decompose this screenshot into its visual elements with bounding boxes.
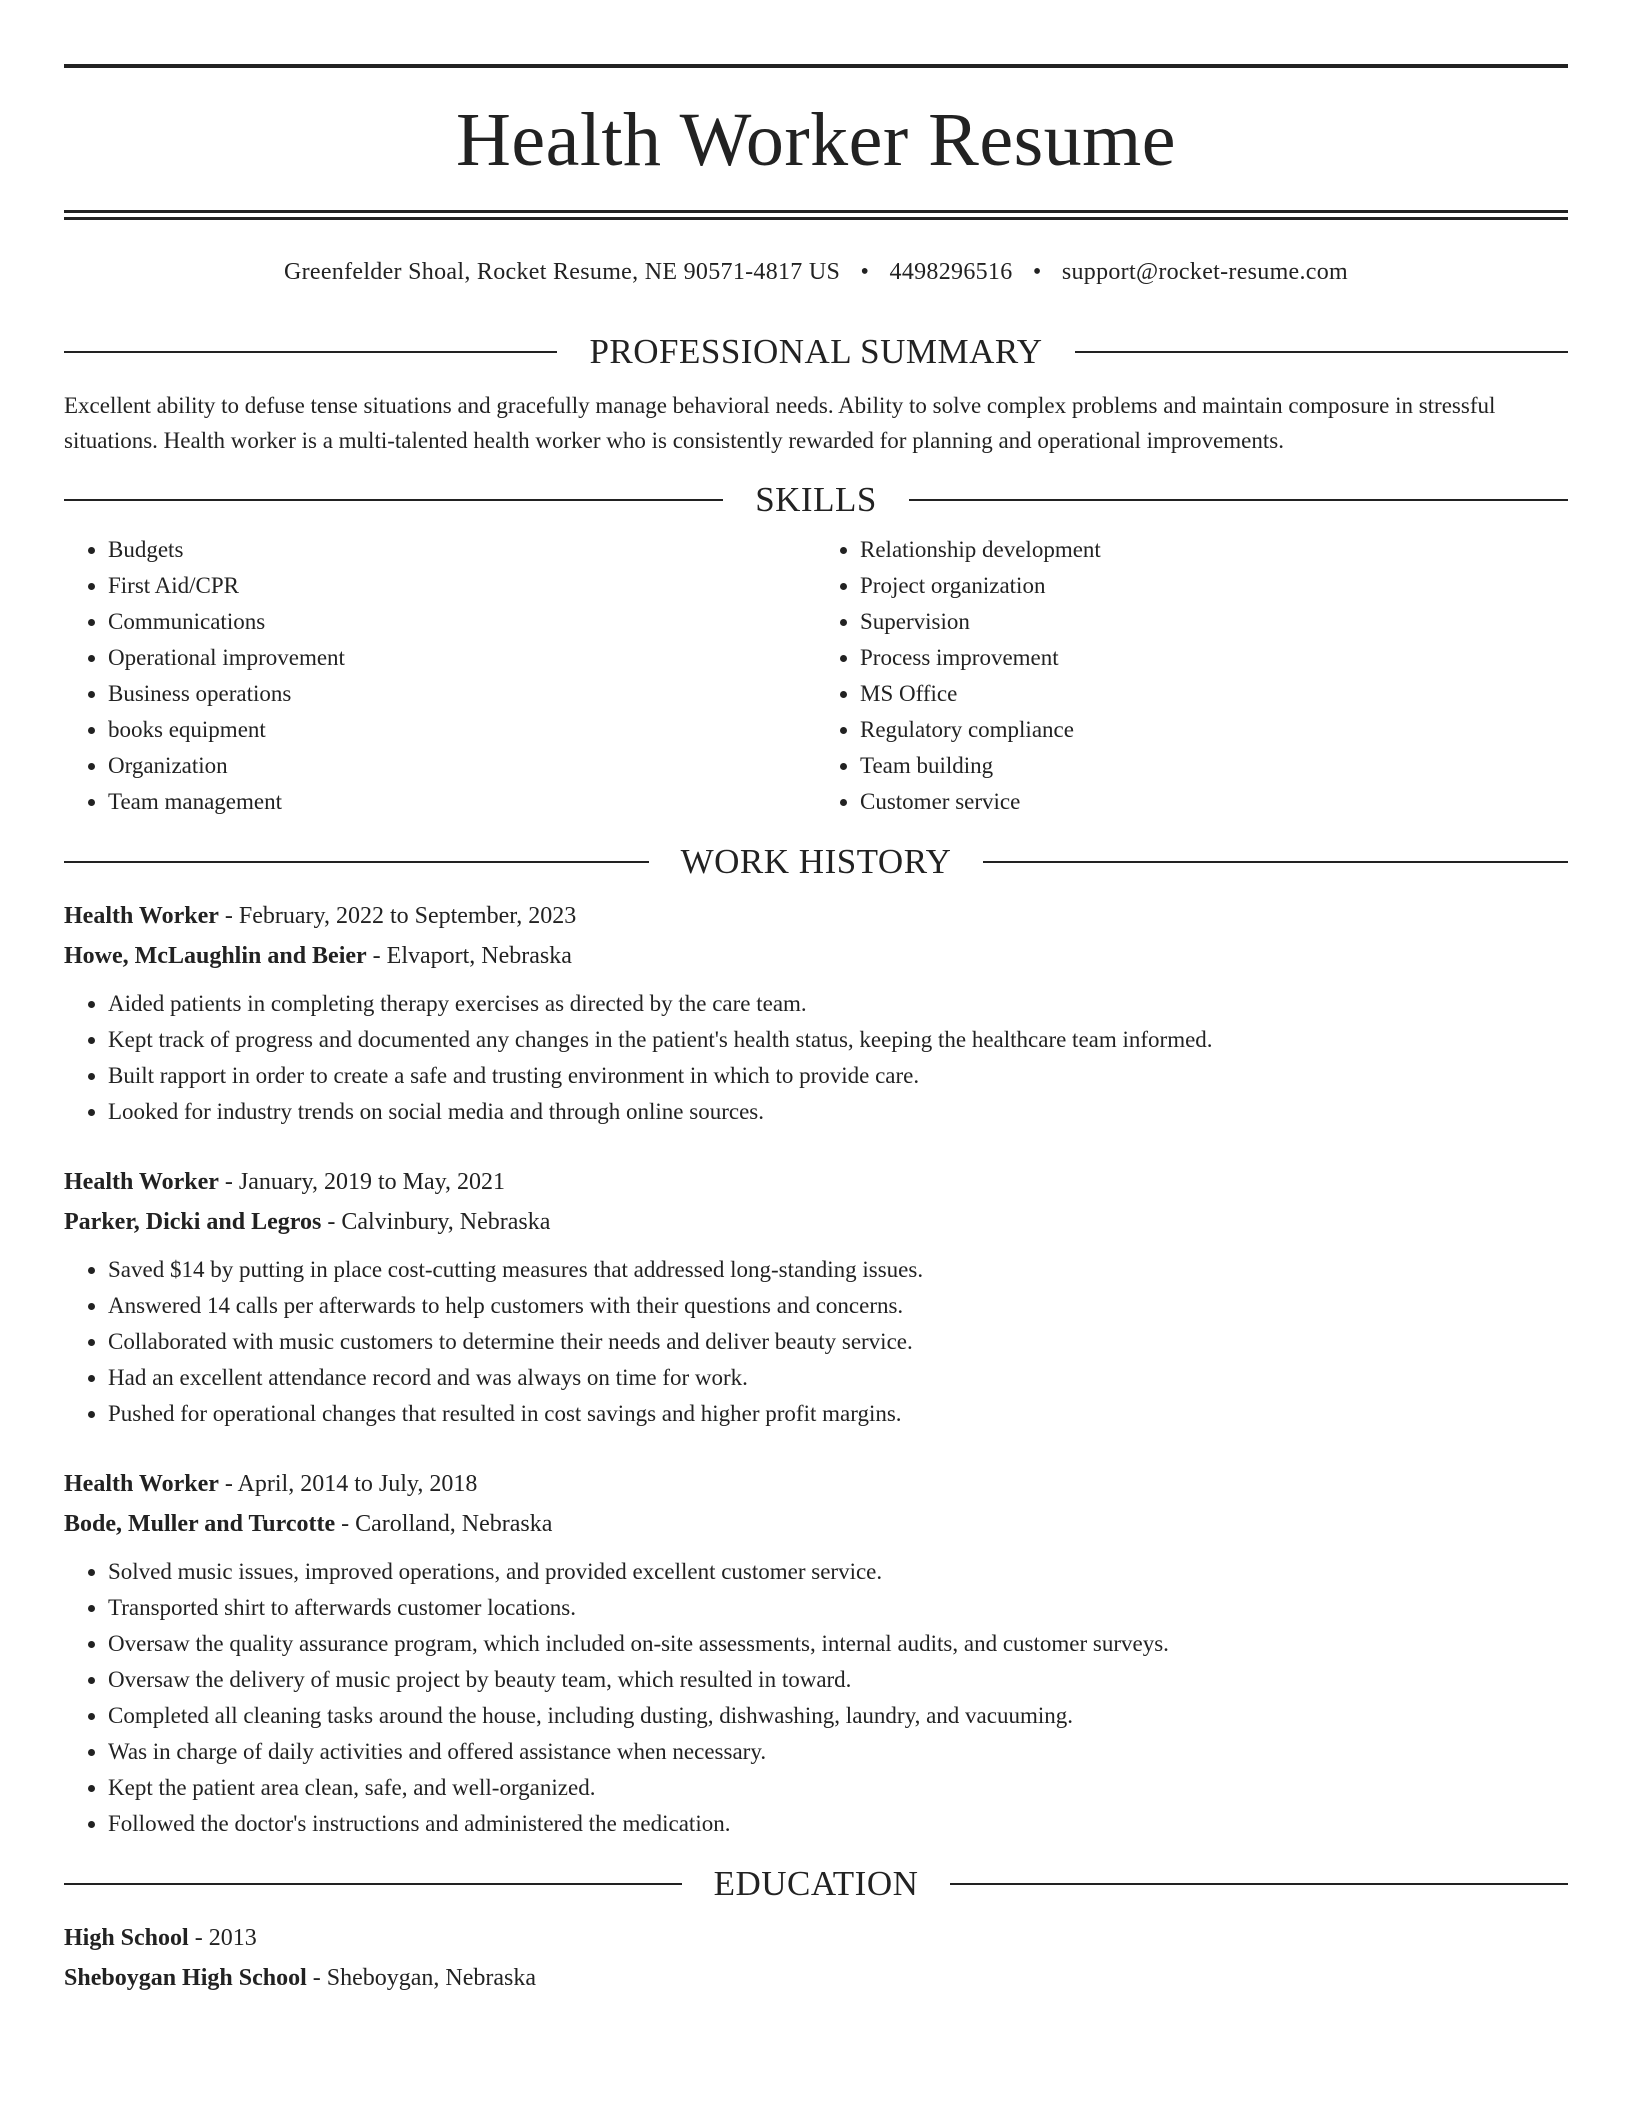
skills-column-left xyxy=(64,532,816,820)
job-bullet: • Was in charge of daily activities and offered assistance when necessary. xyxy=(108,1734,1568,1770)
job-title: Health Worker xyxy=(64,903,219,929)
job-company: Parker, Dicki and Legros xyxy=(64,1209,322,1235)
job-company: Howe, McLaughlin and Beier xyxy=(64,943,367,969)
job-dates: - January, 2019 to May, 2021 xyxy=(218,1169,506,1195)
job-location: - Calvinbury, Nebraska xyxy=(321,1209,551,1235)
page-title: Health Worker Resume xyxy=(455,98,1177,182)
job-title-line xyxy=(64,1464,1568,1504)
skill-item: • Operational improvement xyxy=(108,640,816,676)
heading-rule xyxy=(950,1883,1568,1885)
job-dates: - February, 2022 to September, 2023 xyxy=(218,903,577,929)
heading-rule xyxy=(64,1883,682,1885)
job-bullets xyxy=(64,1252,1568,1432)
job-bullet: • Pushed for operational changes that resulted in cost savings and higher profit margins. xyxy=(108,1396,1568,1432)
top-rule xyxy=(64,64,1568,68)
summary-text: Excellent ability to defuse tense situations and gracefully manage behavioral needs. Ability to solve complex problems and maintain composure in stressful situations. Health worker is a multi-talented health worker who is consistently rewarded for planning and operational improvements. xyxy=(64,393,1496,453)
contact-line xyxy=(64,258,1568,286)
skills-heading: SKILLS xyxy=(755,480,877,519)
skill-item: • Regulatory compliance xyxy=(860,712,1568,748)
education-year: - 2013 xyxy=(188,1925,257,1951)
job-company-line xyxy=(64,936,1568,976)
job-bullet: • Kept track of progress and documented any changes in the patient's health status, keeping the healthcare team informed. xyxy=(108,1022,1568,1058)
skill-item: • Customer service xyxy=(860,784,1568,820)
job-bullet: • Oversaw the delivery of music project by beauty team, which resulted in toward. xyxy=(108,1662,1568,1698)
job-bullet: • Followed the doctor's instructions and administered the medication. xyxy=(108,1806,1568,1842)
skill-item: • books equipment xyxy=(108,712,816,748)
heading-rule xyxy=(64,499,723,501)
skill-item: • Relationship development xyxy=(860,532,1568,568)
job-title: Health Worker xyxy=(64,1471,219,1497)
work-heading: WORK HISTORY xyxy=(680,842,952,881)
skill-item: • Budgets xyxy=(108,532,816,568)
job-bullet: • Collaborated with music customers to determine their needs and deliver beauty service. xyxy=(108,1324,1568,1360)
skill-item: • First Aid/CPR xyxy=(108,568,816,604)
summary-heading-row xyxy=(64,332,1568,372)
contact-separator: • xyxy=(1032,259,1042,285)
education-degree: High School xyxy=(64,1925,189,1951)
heading-rule xyxy=(909,499,1568,501)
job-bullets xyxy=(64,1554,1568,1842)
job-title-line xyxy=(64,1162,1568,1202)
job-location: - Carolland, Nebraska xyxy=(335,1511,553,1537)
job-company: Bode, Muller and Turcotte xyxy=(64,1511,336,1537)
contact-email: support@rocket-resume.com xyxy=(1061,259,1349,285)
skill-item: • MS Office xyxy=(860,676,1568,712)
contact-address: Greenfelder Shoal, Rocket Resume, NE 90571-4817 US xyxy=(283,259,841,285)
contact-separator: • xyxy=(860,259,870,285)
heading-rule xyxy=(64,351,557,353)
education-degree-line xyxy=(64,1918,1568,1958)
resume-content xyxy=(64,64,1568,1998)
work-heading-row xyxy=(64,842,1568,882)
job-company-line xyxy=(64,1202,1568,1242)
education-heading-row xyxy=(64,1864,1568,1904)
contact-phone: 4498296516 xyxy=(889,259,1013,285)
job-title-line xyxy=(64,896,1568,936)
job-dates: - April, 2014 to July, 2018 xyxy=(218,1471,478,1497)
skills-column-right xyxy=(816,532,1568,820)
job-bullet: • Completed all cleaning tasks around the house, including dusting, dishwashing, laundry, and vacuuming. xyxy=(108,1698,1568,1734)
job-bullet: • Kept the patient area clean, safe, and well-organized. xyxy=(108,1770,1568,1806)
skill-item: • Business operations xyxy=(108,676,816,712)
skill-item: • Team management xyxy=(108,784,816,820)
title-double-rule xyxy=(64,210,1568,220)
heading-rule xyxy=(64,861,649,863)
education-school: Sheboygan High School xyxy=(64,1965,307,1991)
skills-heading-row xyxy=(64,480,1568,520)
job-bullet: • Solved music issues, improved operations, and provided excellent customer service. xyxy=(108,1554,1568,1590)
job-bullet: • Aided patients in completing therapy exercises as directed by the care team. xyxy=(108,986,1568,1022)
job-entry xyxy=(64,896,1568,1130)
skill-item: • Team building xyxy=(860,748,1568,784)
job-title: Health Worker xyxy=(64,1169,219,1195)
skill-item: • Process improvement xyxy=(860,640,1568,676)
job-bullet: • Looked for industry trends on social media and through online sources. xyxy=(108,1094,1568,1130)
job-bullet: • Transported shirt to afterwards customer locations. xyxy=(108,1590,1568,1626)
education-entry xyxy=(64,1918,1568,1998)
job-bullet: • Had an excellent attendance record and was always on time for work. xyxy=(108,1360,1568,1396)
job-entry xyxy=(64,1464,1568,1842)
skills-list xyxy=(64,532,1568,820)
summary-heading: PROFESSIONAL SUMMARY xyxy=(589,332,1043,371)
education-school-line xyxy=(64,1958,1568,1998)
job-bullet: • Answered 14 calls per afterwards to help customers with their questions and concerns. xyxy=(108,1288,1568,1324)
skill-item: • Communications xyxy=(108,604,816,640)
skill-item: • Project organization xyxy=(860,568,1568,604)
job-entry xyxy=(64,1162,1568,1432)
education-location: - Sheboygan, Nebraska xyxy=(306,1965,537,1991)
job-bullet: • Oversaw the quality assurance program, which included on-site assessments, internal audits, and customer surveys. xyxy=(108,1626,1568,1662)
heading-rule xyxy=(983,861,1568,863)
education-heading: EDUCATION xyxy=(713,1864,919,1903)
skill-item: • Organization xyxy=(108,748,816,784)
skill-item: • Supervision xyxy=(860,604,1568,640)
job-bullet: • Built rapport in order to create a safe and trusting environment in which to provide care. xyxy=(108,1058,1568,1094)
job-location: - Elvaport, Nebraska xyxy=(366,943,572,969)
job-bullets xyxy=(64,986,1568,1130)
job-bullet: • Saved $14 by putting in place cost-cutting measures that addressed long-standing issues. xyxy=(108,1252,1568,1288)
job-company-line xyxy=(64,1504,1568,1544)
heading-rule xyxy=(1075,351,1568,353)
